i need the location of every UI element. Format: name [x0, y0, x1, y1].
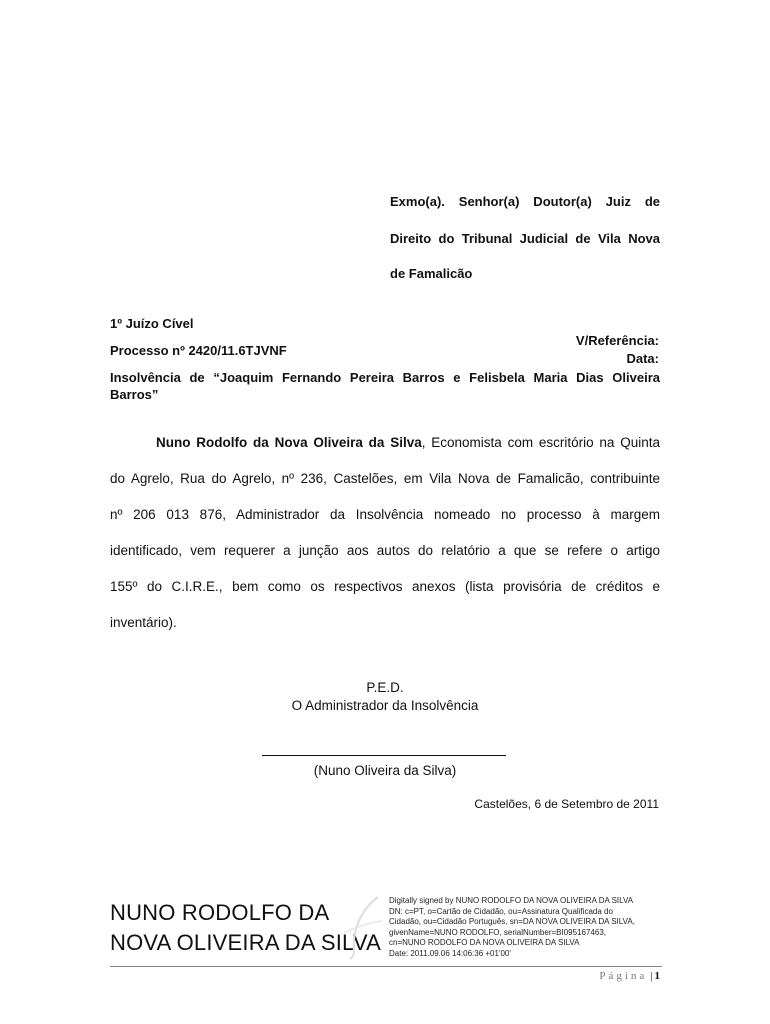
- page-number: 1: [654, 970, 660, 982]
- footer-rule: [110, 966, 662, 967]
- body-line: 155º do C.I.R.E., bem como os respectivos anexos (lista provisória de créditos e: [110, 579, 660, 594]
- body-line: identificado, vem requerer a junção aos autos do relatório a que se refere o artigo: [110, 543, 660, 558]
- body-line: inventário).: [110, 615, 177, 630]
- court-label: 1º Juízo Cível: [110, 316, 194, 331]
- body-text-segment: , Economista com escritório na Quinta: [421, 435, 660, 450]
- digital-signature-details: [389, 896, 635, 960]
- place-date: Castelões, 6 de Setembro de 2011: [474, 797, 659, 811]
- insolvency-title: Insolvência de “Joaquim Fernando Pereira Barros e Felisbela Maria Dias Oliveira Barros”: [110, 370, 660, 402]
- signature-detail-line: givenName=NUNO RODOLFO, serialNumber=BI095167463,: [389, 927, 606, 937]
- body-line: nº 206 013 876, Administrador da Insolvência nomeado no processo à margem: [110, 507, 660, 522]
- signature-detail-line: Digitally signed by NUNO RODOLFO DA NOVA OLIVEIRA DA SILVA: [389, 896, 634, 905]
- administrator-name: Nuno Rodolfo da Nova Oliveira da Silva: [156, 435, 422, 450]
- addressee-line: de Famalicão: [390, 266, 473, 281]
- addressee-line: Exmo(a). Senhor(a) Doutor(a) Juiz de: [390, 194, 660, 209]
- ped-text: P.E.D.: [366, 680, 404, 695]
- your-reference-label: V/Referência:: [575, 333, 659, 348]
- date-label: Data:: [626, 351, 659, 366]
- page-label: Página: [599, 970, 648, 982]
- signature-detail-line: DN: c=PT, o=Cartão de Cidadão, ou=Assinatura Qualificada do: [389, 906, 613, 916]
- page-separator: |: [650, 970, 653, 982]
- administrator-role: O Administrador da Insolvência: [291, 698, 479, 713]
- signer-name: (Nuno Oliveira da Silva): [313, 763, 457, 778]
- signature-detail-line: Date: 2011.09.06 14:06:36 +01'00': [389, 948, 511, 958]
- body-line: do Agrelo, Rua do Agrelo, nº 236, Castelões, em Vila Nova de Famalicão, contribuinte: [110, 471, 660, 486]
- signature-name-line: NUNO RODOLFO DA: [110, 900, 330, 925]
- signature-mark-icon: [334, 893, 394, 961]
- process-number: Processo nº 2420/11.6TJVNF: [110, 343, 287, 358]
- body-first-line: [156, 435, 660, 450]
- signature-name-line: NOVA OLIVEIRA DA SILVA: [110, 930, 381, 955]
- signature-line: [262, 755, 506, 756]
- signature-detail-line: Cidadão, ou=Cidadão Português, sn=DA NOVA OLIVEIRA DA SILVA,: [389, 917, 635, 927]
- signature-detail-line: cn=NUNO RODOLFO DA NOVA OLIVEIRA DA SILVA: [389, 938, 580, 948]
- page-footer: [599, 970, 660, 982]
- addressee-line: Direito do Tribunal Judicial de Vila Nova: [390, 231, 660, 246]
